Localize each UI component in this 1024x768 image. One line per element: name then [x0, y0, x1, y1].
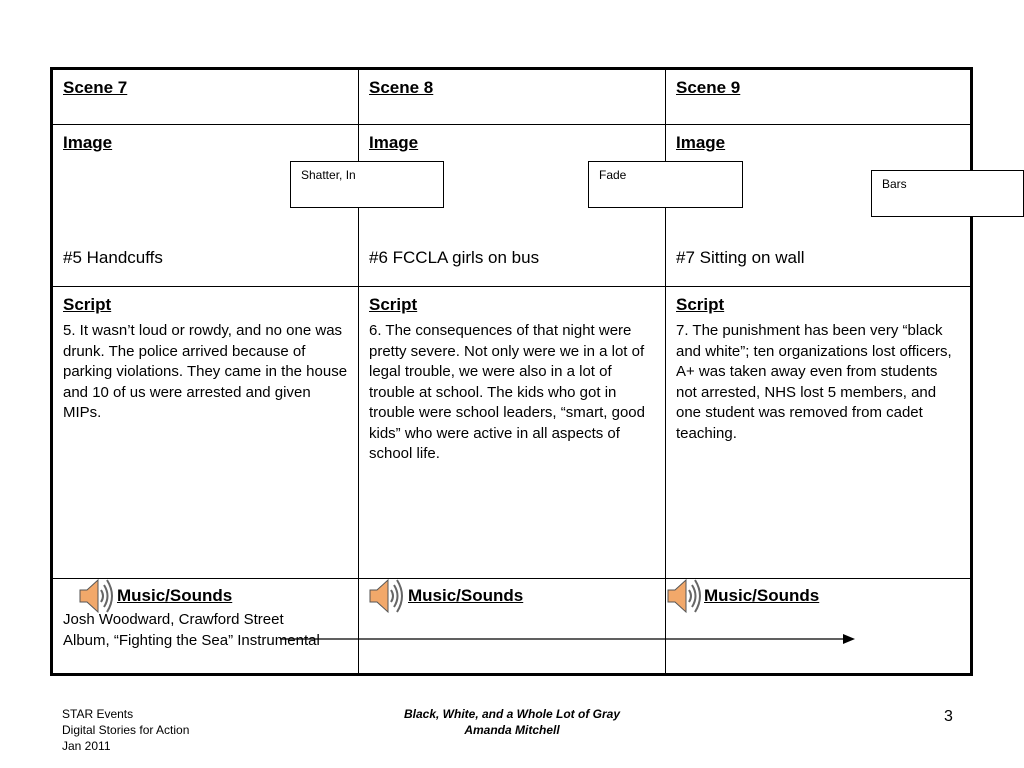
transition-shatter-callout: Shatter, In — [290, 161, 444, 208]
scene-9-image-heading: Image — [676, 133, 726, 152]
scene-9-script-heading: Script — [676, 295, 725, 314]
row-divider — [53, 578, 970, 579]
transition-fade-callout: Fade — [588, 161, 743, 208]
footer-author: Amanda Mitchell — [464, 723, 560, 737]
scene-7-music-text: Josh Woodward, Crawford Street Album, “Fighting the Sea” Instrumental — [63, 611, 320, 649]
scene-9-script-text: 7. The punishment has been very “black and white”; ten organizations lost officers, A+ was taken away even from students not arrested, NHS lost 5 members, and one student was removed from cadet teaching. — [676, 322, 952, 442]
scene-8-image-label: #6 FCCLA girls on bus — [369, 248, 540, 267]
scene-9-script — [666, 295, 972, 444]
scene-7-script-text: 5. It wasn’t loud or rowdy, and no one was drunk. The police arrived because of parking violations. They came in the house and 10 of us were arrested and given MIPs. — [63, 322, 348, 421]
row-divider — [53, 124, 970, 125]
footer-title-block — [352, 706, 672, 738]
scene-8-title: Scene 8 — [369, 78, 434, 97]
storyboard-table — [50, 67, 973, 676]
footer-event-info — [62, 706, 189, 754]
speaker-icon[interactable] — [366, 575, 404, 617]
scene-9-title: Scene 9 — [676, 78, 741, 97]
transition-bars-callout: Bars — [871, 170, 1024, 217]
scene-7-music-heading: Music/Sounds — [117, 586, 233, 605]
scene-7-title: Scene 7 — [63, 78, 128, 97]
speaker-icon[interactable] — [664, 575, 702, 617]
speaker-icon[interactable] — [76, 575, 114, 617]
scene-7-script — [53, 295, 358, 424]
scene-7-image-label: #5 Handcuffs — [63, 248, 163, 267]
footer-title: Black, White, and a Whole Lot of Gray — [403, 707, 621, 721]
arrow-icon — [280, 632, 860, 646]
scene-9-music-heading: Music/Sounds — [704, 586, 820, 605]
scene-9-image-label: #7 Sitting on wall — [676, 248, 805, 267]
footer-event: STAR Events — [62, 707, 134, 721]
footer-date: Jan 2011 — [62, 739, 111, 753]
scene-8-script-text: 6. The consequences of that night were pretty severe. Not only were we in a lot of legal trouble, we were also in a lot of trouble at school. The kids who got in trouble were school leaders, “smart, good kids” who were active in all aspects of school life. — [369, 322, 645, 462]
scene-8-image-heading: Image — [369, 133, 419, 152]
scene-7-image-heading: Image — [63, 133, 113, 152]
scene-8-music-heading: Music/Sounds — [408, 586, 524, 605]
scene-8-script — [359, 295, 665, 465]
row-divider — [53, 286, 970, 287]
scene-8-script-heading: Script — [369, 295, 418, 314]
footer-category: Digital Stories for Action — [62, 723, 190, 737]
scene-7-script-heading: Script — [63, 295, 112, 314]
page-number: 3 — [944, 708, 953, 725]
